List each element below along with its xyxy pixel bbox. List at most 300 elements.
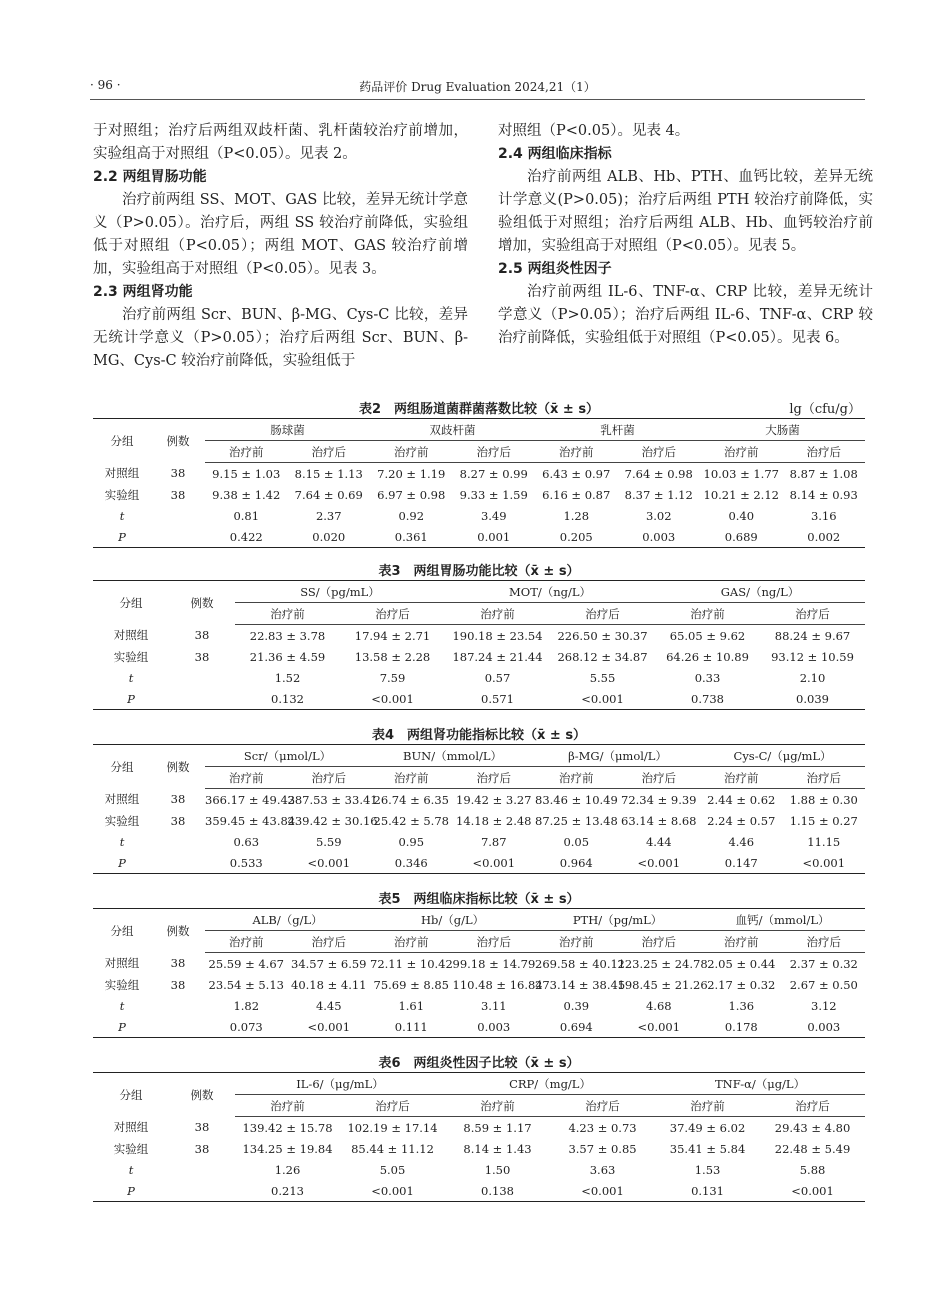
row-label: 对照组 (113, 628, 149, 643)
section-heading: 2.3 两组肾功能 (93, 284, 193, 300)
table-cell: <0.001 (340, 688, 445, 710)
row-n (151, 852, 205, 874)
table-cell: 1.53 (694, 1162, 721, 1177)
table-cell: 269.58 ± 40.11 (535, 956, 626, 971)
table-cell: 268.12 ± 34.87 (557, 649, 648, 664)
table-cell: 6.16 ± 0.87 (542, 487, 611, 502)
table-cell: 187.24 ± 21.44 (452, 649, 543, 664)
table-cell: 25.59 ± 4.67 (208, 956, 284, 971)
table-5 (93, 886, 865, 1038)
indicator-header: Hb/（g/L） (370, 909, 535, 931)
table-cell: 10.03 ± 1.77 (703, 466, 779, 481)
left-column (93, 120, 468, 373)
table-cell: 19.42 ± 3.27 (456, 792, 532, 807)
pre-header: 治疗前 (535, 767, 618, 789)
table-row (93, 667, 865, 688)
table-cell: <0.001 (760, 1180, 865, 1202)
right-column (498, 120, 873, 350)
pre-header: 治疗前 (205, 931, 288, 953)
indicator-header: PTH/（pg/mL） (535, 909, 700, 931)
table-cell: <0.001 (783, 852, 866, 874)
table-cell: 0.738 (655, 688, 760, 710)
n-header: 例数 (169, 581, 235, 625)
table-cell: 11.15 (807, 834, 841, 849)
row-n: 38 (194, 1120, 210, 1135)
post-header: 治疗后 (760, 1095, 865, 1117)
indicator-header: TNF-α/（μg/L） (655, 1073, 865, 1095)
table-cell: 287.53 ± 33.41 (287, 792, 378, 807)
table-2 (93, 396, 865, 548)
row-label: t (128, 1162, 134, 1177)
pre-header: 治疗前 (235, 603, 340, 625)
table-cell: <0.001 (550, 688, 655, 710)
group-header: 分组 (93, 1073, 169, 1117)
table-cell: 1.82 (233, 998, 260, 1013)
row-n (151, 526, 205, 548)
table-cell: 4.23 ± 0.73 (568, 1120, 637, 1135)
row-n (151, 505, 205, 526)
table-title: 表2 两组肠道菌群菌落数比较（x̄ ± s） (358, 402, 600, 417)
row-label: t (128, 670, 134, 685)
table-cell: 10.21 ± 2.12 (703, 487, 779, 502)
post-header: 治疗后 (550, 603, 655, 625)
data-table (93, 744, 865, 874)
pre-header: 治疗前 (655, 1095, 760, 1117)
table-unit: lg（cfu/g） (789, 402, 861, 417)
table-cell: 9.33 ± 1.59 (459, 487, 528, 502)
n-header: 例数 (151, 745, 205, 789)
table-cell: 85.44 ± 11.12 (351, 1141, 434, 1156)
row-label: 实验组 (113, 649, 149, 664)
table-cell: 0.689 (700, 526, 783, 548)
table-cell: 1.61 (398, 998, 425, 1013)
indicator-header: β-MG/（μmol/L） (535, 745, 700, 767)
table-cell: 3.11 (480, 998, 507, 1013)
table-cell: <0.001 (453, 852, 536, 874)
table-cell: 6.43 ± 0.97 (542, 466, 611, 481)
table-cell: 1.15 ± 0.27 (789, 813, 858, 828)
n-header: 例数 (151, 909, 205, 953)
table-row (93, 463, 865, 485)
indicator-header: 肠球菌 (205, 419, 370, 441)
table-cell: 0.57 (484, 670, 511, 685)
table-cell: 22.48 ± 5.49 (774, 1141, 851, 1156)
table-cell: 8.14 ± 0.93 (789, 487, 858, 502)
table-cell: 0.05 (563, 834, 590, 849)
table-cell: 139.42 ± 15.78 (242, 1120, 333, 1135)
table-cell: 0.020 (288, 526, 371, 548)
table-cell: 7.64 ± 0.98 (624, 466, 693, 481)
table-cell: 75.69 ± 8.85 (373, 977, 449, 992)
indicator-header: SS/（pg/mL） (235, 581, 445, 603)
table-cell: 226.50 ± 30.37 (557, 628, 648, 643)
table-cell: 4.46 (728, 834, 755, 849)
table-cell: <0.001 (618, 1016, 701, 1038)
row-n: 38 (170, 487, 186, 502)
table-cell: 198.45 ± 21.26 (617, 977, 708, 992)
table-cell: 1.36 (728, 998, 755, 1013)
table-cell: 1.88 ± 0.30 (789, 792, 858, 807)
table-row (93, 953, 865, 975)
table-cell: 359.45 ± 43.84 (205, 813, 296, 828)
table-cell: 0.001 (453, 526, 536, 548)
table-cell: 0.533 (205, 852, 288, 874)
table-cell: 4.68 (645, 998, 672, 1013)
table-cell: <0.001 (340, 1180, 445, 1202)
pre-header: 治疗前 (205, 767, 288, 789)
row-n: 38 (170, 977, 186, 992)
table-cell: 40.18 ± 4.11 (291, 977, 367, 992)
table-title-bar (93, 1050, 865, 1072)
table-cell: 4.44 (645, 834, 672, 849)
indicator-header: 大肠菌 (700, 419, 865, 441)
table-cell: 8.15 ± 1.13 (294, 466, 363, 481)
table-cell: 0.147 (700, 852, 783, 874)
paragraph: 于对照组；治疗后两组双歧杆菌、乳杆菌较治疗前增加，实验组高于对照组（P<0.05）。见表 2。 (93, 123, 468, 162)
table-cell: 0.213 (235, 1180, 340, 1202)
table-cell: 0.33 (694, 670, 721, 685)
row-n (151, 995, 205, 1016)
page-number: · 96 · (90, 78, 121, 92)
table-cell: 3.02 (645, 508, 672, 523)
table-cell: 0.138 (445, 1180, 550, 1202)
pre-header: 治疗前 (445, 603, 550, 625)
indicator-header: CRP/（mg/L） (445, 1073, 655, 1095)
table-cell: 3.63 (589, 1162, 616, 1177)
table-cell: 134.25 ± 19.84 (242, 1141, 333, 1156)
post-header: 治疗后 (783, 931, 866, 953)
post-header: 治疗后 (550, 1095, 655, 1117)
table-cell: 0.422 (205, 526, 288, 548)
table-cell: 8.37 ± 1.12 (624, 487, 693, 502)
table-row (93, 646, 865, 667)
table-cell: 8.27 ± 0.99 (459, 466, 528, 481)
table-title: 表3 两组胃肠功能比较（x̄ ± s） (378, 564, 580, 579)
table-cell: <0.001 (288, 1016, 371, 1038)
table-cell: 83.46 ± 10.49 (535, 792, 618, 807)
table-row (93, 625, 865, 647)
table-cell: 23.54 ± 5.13 (208, 977, 284, 992)
post-header: 治疗后 (783, 441, 866, 463)
indicator-header: Cys-C/（μg/mL） (700, 745, 865, 767)
indicator-header: 双歧杆菌 (370, 419, 535, 441)
row-n: 38 (170, 956, 186, 971)
table-row (93, 1159, 865, 1180)
post-header: 治疗后 (618, 767, 701, 789)
indicator-header: IL-6/（μg/mL） (235, 1073, 445, 1095)
table-cell: 99.18 ± 14.79 (452, 956, 536, 971)
row-n (151, 831, 205, 852)
post-header: 治疗后 (288, 767, 371, 789)
table-cell: 9.38 ± 1.42 (212, 487, 281, 502)
post-header: 治疗后 (288, 441, 371, 463)
table-cell: 0.073 (205, 1016, 288, 1038)
table-cell: 21.36 ± 4.59 (249, 649, 326, 664)
table-cell: 5.05 (379, 1162, 406, 1177)
pre-header: 治疗前 (700, 931, 783, 953)
indicator-header: MOT/（ng/L） (445, 581, 655, 603)
row-n (169, 667, 235, 688)
row-label: 对照组 (113, 1120, 149, 1135)
table-cell: 366.17 ± 49.43 (205, 792, 296, 807)
table-cell: 0.39 (563, 998, 590, 1013)
n-header: 例数 (169, 1073, 235, 1117)
row-label: 对照组 (104, 466, 140, 481)
post-header: 治疗后 (618, 441, 701, 463)
indicator-header: BUN/（mmol/L） (370, 745, 535, 767)
table-cell: 7.87 (480, 834, 507, 849)
row-n: 38 (194, 628, 210, 643)
group-header: 分组 (93, 581, 169, 625)
paragraph: 对照组（P<0.05）。见表 4。 (498, 123, 690, 139)
post-header: 治疗后 (340, 1095, 445, 1117)
row-n (169, 688, 235, 710)
row-label: 实验组 (113, 1141, 149, 1156)
table-3 (93, 558, 865, 710)
table-row (93, 995, 865, 1016)
group-header: 分组 (93, 745, 151, 789)
table-cell: 7.59 (379, 670, 406, 685)
table-cell: 2.44 ± 0.62 (707, 792, 776, 807)
row-label: 实验组 (104, 813, 140, 828)
row-n (151, 1016, 205, 1038)
row-n (169, 1180, 235, 1202)
table-cell: 22.83 ± 3.78 (249, 628, 326, 643)
table-row (93, 484, 865, 505)
table-cell: 0.95 (398, 834, 425, 849)
table-cell: 14.18 ± 2.48 (456, 813, 532, 828)
table-cell: 87.25 ± 13.48 (535, 813, 618, 828)
table-row (93, 1016, 865, 1038)
table-cell: 13.58 ± 2.28 (354, 649, 431, 664)
table-cell: 0.002 (783, 526, 866, 548)
header-row (93, 1073, 865, 1095)
header-row (93, 419, 865, 441)
pre-header: 治疗前 (700, 767, 783, 789)
group-header: 分组 (93, 909, 151, 953)
table-cell: 2.37 (315, 508, 342, 523)
post-header: 治疗后 (618, 931, 701, 953)
row-n (169, 1159, 235, 1180)
table-cell: 3.49 (480, 508, 507, 523)
table-cell: 63.14 ± 8.68 (621, 813, 697, 828)
table-cell: 0.111 (370, 1016, 453, 1038)
post-header: 治疗后 (453, 931, 536, 953)
row-label: t (119, 998, 125, 1013)
table-cell: 72.34 ± 9.39 (621, 792, 697, 807)
paragraph: 治疗前两组 Scr、BUN、β-MG、Cys-C 比较，差异无统计学意义（P>0.05）；治疗后两组 Scr、BUN、β-MG、Cys-C 较治疗前降低，实验组低于 (93, 307, 468, 369)
post-header: 治疗后 (288, 931, 371, 953)
table-title-bar (93, 886, 865, 908)
table-cell: 0.003 (618, 526, 701, 548)
table-title-bar (93, 722, 865, 744)
table-cell: 29.43 ± 4.80 (774, 1120, 851, 1135)
table-cell: 110.48 ± 16.84 (452, 977, 543, 992)
row-n: 38 (194, 1141, 210, 1156)
table-cell: 17.94 ± 2.71 (354, 628, 431, 643)
group-header: 分组 (93, 419, 151, 463)
row-label: 实验组 (104, 977, 140, 992)
table-cell: 2.24 ± 0.57 (707, 813, 776, 828)
table-cell: 0.178 (700, 1016, 783, 1038)
table-cell: 7.64 ± 0.69 (294, 487, 363, 502)
row-label: t (119, 508, 125, 523)
row-label: P (93, 852, 151, 874)
row-label: t (119, 834, 125, 849)
table-cell: 65.05 ± 9.62 (669, 628, 746, 643)
post-header: 治疗后 (783, 767, 866, 789)
table-cell: 5.55 (589, 670, 616, 685)
table-cell: 2.67 ± 0.50 (789, 977, 858, 992)
table-cell: 0.346 (370, 852, 453, 874)
pre-header: 治疗前 (535, 441, 618, 463)
indicator-header: 乳杆菌 (535, 419, 700, 441)
table-cell: 37.49 ± 6.02 (669, 1120, 746, 1135)
table-cell: 6.97 ± 0.98 (377, 487, 446, 502)
row-label: P (93, 526, 151, 548)
indicator-header: ALB/（g/L） (205, 909, 370, 931)
table-cell: 1.50 (484, 1162, 511, 1177)
table-cell: <0.001 (618, 852, 701, 874)
table-title-bar (93, 558, 865, 580)
row-n: 38 (170, 792, 186, 807)
table-cell: 2.17 ± 0.32 (707, 977, 776, 992)
table-cell: 8.87 ± 1.08 (789, 466, 858, 481)
pre-header: 治疗前 (370, 767, 453, 789)
header-row (93, 909, 865, 931)
data-table (93, 908, 865, 1038)
table-cell: 2.10 (799, 670, 826, 685)
table-cell: 1.52 (274, 670, 301, 685)
post-header: 治疗后 (453, 441, 536, 463)
table-row (93, 974, 865, 995)
table-cell: 9.15 ± 1.03 (212, 466, 281, 481)
n-header: 例数 (151, 419, 205, 463)
table-cell: 0.81 (233, 508, 260, 523)
indicator-header: 血钙/（mmol/L） (700, 909, 865, 931)
table-cell: 0.003 (783, 1016, 866, 1038)
table-cell: 0.92 (398, 508, 425, 523)
subheader-row (93, 441, 865, 463)
row-n: 38 (194, 649, 210, 664)
table-cell: 1.28 (563, 508, 590, 523)
row-label: P (93, 688, 169, 710)
pre-header: 治疗前 (700, 441, 783, 463)
table-row (93, 688, 865, 710)
table-cell: 0.571 (445, 688, 550, 710)
table-title: 表6 两组炎性因子比较（x̄ ± s） (378, 1056, 580, 1071)
header-row (93, 745, 865, 767)
table-row (93, 831, 865, 852)
section-heading: 2.4 两组临床指标 (498, 146, 612, 162)
table-cell: 88.24 ± 9.67 (774, 628, 851, 643)
post-header: 治疗后 (453, 767, 536, 789)
table-cell: 223.25 ± 24.78 (617, 956, 708, 971)
table-cell: <0.001 (288, 852, 371, 874)
table-cell: 26.74 ± 6.35 (373, 792, 449, 807)
table-row (93, 1117, 865, 1139)
table-row (93, 1138, 865, 1159)
table-cell: 8.59 ± 1.17 (463, 1120, 532, 1135)
pre-header: 治疗前 (370, 441, 453, 463)
table-cell: 0.131 (655, 1180, 760, 1202)
table-cell: 0.039 (760, 688, 865, 710)
header-rule (90, 99, 865, 100)
header-row (93, 581, 865, 603)
table-cell: 1.26 (274, 1162, 301, 1177)
table-cell: 72.11 ± 10.42 (370, 956, 453, 971)
pre-header: 治疗前 (205, 441, 288, 463)
table-title: 表5 两组临床指标比较（x̄ ± s） (378, 892, 580, 907)
table-cell: 3.12 (811, 998, 837, 1013)
table-cell: 0.40 (728, 508, 755, 523)
table-cell: 273.14 ± 38.45 (535, 977, 626, 992)
table-cell: 0.205 (535, 526, 618, 548)
table-row (93, 810, 865, 831)
table-cell: 0.361 (370, 526, 453, 548)
table-title-bar (93, 396, 865, 418)
pre-header: 治疗前 (235, 1095, 340, 1117)
row-label: P (93, 1180, 169, 1202)
table-cell: 0.964 (535, 852, 618, 874)
table-cell: 102.19 ± 17.14 (347, 1120, 438, 1135)
row-label: 对照组 (104, 792, 140, 807)
subheader-row (93, 931, 865, 953)
paragraph: 治疗前两组 ALB、Hb、PTH、血钙比较，差异无统计学意义(P>0.05)；治疗后两组 PTH 较治疗前降低，实验组低于对照组；治疗后两组 ALB、Hb、血钙较治疗前增加，实验组高于对照组（P<0.05）。见表 5。 (498, 169, 873, 254)
table-cell: 7.20 ± 1.19 (377, 466, 446, 481)
table-4 (93, 722, 865, 874)
table-cell: 64.26 ± 10.89 (666, 649, 749, 664)
row-n: 38 (170, 466, 186, 481)
post-header: 治疗后 (340, 603, 445, 625)
table-row (93, 852, 865, 874)
row-label: P (93, 1016, 151, 1038)
paragraph: 治疗前两组 SS、MOT、GAS 比较，差异无统计学意义（P>0.05）。治疗后，两组 SS 较治疗前降低，实验组低于对照组（P<0.05）；两组 MOT、GAS 较治疗前增加，实验组高于对照组（P<0.05）。见表 3。 (93, 192, 468, 277)
table-cell: 4.45 (315, 998, 342, 1013)
row-label: 实验组 (104, 487, 140, 502)
table-cell: 2.37 ± 0.32 (789, 956, 858, 971)
table-cell: 239.42 ± 30.16 (287, 813, 378, 828)
pre-header: 治疗前 (655, 603, 760, 625)
table-row (93, 789, 865, 811)
table-cell: 0.63 (233, 834, 260, 849)
table-cell: 5.88 (799, 1162, 826, 1177)
row-n: 38 (170, 813, 186, 828)
pre-header: 治疗前 (370, 931, 453, 953)
row-label: 对照组 (104, 956, 140, 971)
table-cell: 3.57 ± 0.85 (568, 1141, 637, 1156)
data-table (93, 1072, 865, 1202)
table-row (93, 1180, 865, 1202)
pre-header: 治疗前 (535, 931, 618, 953)
table-cell: <0.001 (550, 1180, 655, 1202)
table-cell: 2.05 ± 0.44 (707, 956, 776, 971)
table-cell: 5.59 (315, 834, 342, 849)
table-6 (93, 1050, 865, 1202)
section-heading: 2.5 两组炎性因子 (498, 261, 612, 277)
table-cell: 93.12 ± 10.59 (771, 649, 854, 664)
paragraph: 治疗前两组 IL-6、TNF-α、CRP 比较，差异无统计学意义（P>0.05）；治疗后两组 IL-6、TNF-α、CRP 较治疗前降低，实验组低于对照组（P<0.05）。见表 6。 (498, 284, 873, 346)
data-table (93, 580, 865, 710)
table-cell: 0.132 (235, 688, 340, 710)
table-cell: 190.18 ± 23.54 (452, 628, 543, 643)
table-row (93, 505, 865, 526)
running-header (90, 74, 865, 98)
table-cell: 3.16 (810, 508, 837, 523)
indicator-header: GAS/（ng/L） (655, 581, 865, 603)
journal-title: 药品评价 Drug Evaluation 2024,21（1） (359, 80, 596, 94)
table-title: 表4 两组肾功能指标比较（x̄ ± s） (371, 728, 587, 743)
